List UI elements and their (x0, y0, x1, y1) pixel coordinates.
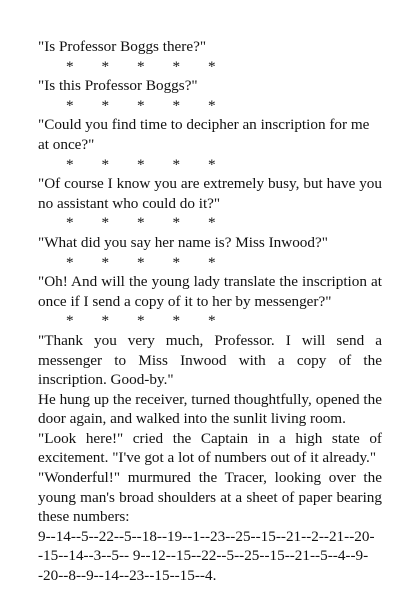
section-break: * * * * * (66, 155, 216, 173)
section-break: * * * * * (66, 253, 216, 271)
dialogue-line-6: "Oh! And will the young lady translate the inscription at once if I send a copy of it to her by messenger?" (38, 273, 382, 310)
section-break: * * * * * (66, 96, 216, 114)
dialogue-line-4: "Of course I know you are extremely busy, but have you no assistant who could do it?" (38, 175, 382, 212)
dialogue-line-5: "What did you say her name is? Miss Inwood?" (38, 233, 328, 251)
narration-paragraph: He hung up the receiver, turned thoughtfully, opened the door again, and walked into the sunlit living room. (38, 390, 382, 428)
dialogue-line-7: "Thank you very much, Professor. I will send a messenger to Miss Inwood with a copy of the inscription. Good-by." (38, 331, 382, 389)
dialogue-line-1: "Is Professor Boggs there?" (38, 38, 207, 55)
tracer-dialogue: "Wonderful!" murmured the Tracer, looking over the young man's broad shoulders at a sheet of paper bearing these numbers: (38, 469, 382, 526)
section-break: * * * * * (66, 214, 216, 232)
captain-dialogue: "Look here!" cried the Captain in a high state of excitement. "I've got a lot of numbers out of it already." (38, 429, 382, 467)
dialogue-line-2: "Is this Professor Boggs?" (38, 77, 198, 95)
section-break: * * * * * (66, 312, 216, 330)
dialogue-line-3: "Could you find time to decipher an inscription for me at once?" (38, 116, 370, 153)
section-break: * * * * * (66, 57, 216, 75)
number-sequence: 9--14--5--22--5--18--19--1--23--25--15--21--2--21--20--15--14--3--5-- 9--12--15--22--5--25--15--21--5--4--9--20--8--9--14--23--15--15--4. (38, 527, 375, 585)
